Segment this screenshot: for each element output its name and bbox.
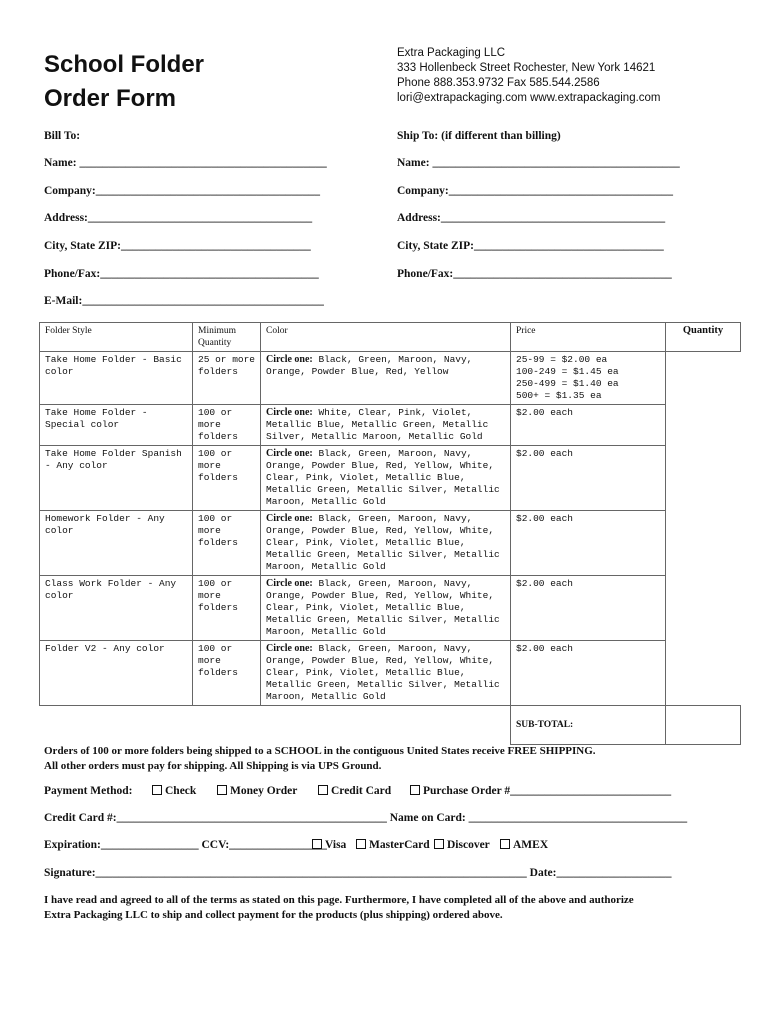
checkbox-icon xyxy=(500,839,510,849)
circle-one-label: Circle one: xyxy=(266,448,313,459)
order-table xyxy=(39,322,741,745)
color-cell[interactable] xyxy=(261,446,511,511)
shipping-line2: All other orders must pay for shipping. All Shipping is via UPS Ground. xyxy=(44,760,382,772)
color-options: Black, Green, Maroon, Navy, Orange, Powder Blue, Red, Yellow, White, Clear, Pink, Violet, Metallic Blue, Metallic Green, Metallic Silver, Metallic Maroon, Metallic Gold xyxy=(266,513,500,572)
min-qty-cell: 100 or more folders xyxy=(193,511,261,576)
checkbox-icon xyxy=(434,839,444,849)
checkbox-icon xyxy=(318,785,328,795)
price-cell xyxy=(511,352,666,405)
subtotal-value-cell[interactable] xyxy=(666,706,741,745)
agreement-text xyxy=(44,893,634,923)
amex-label: AMEX xyxy=(513,839,549,851)
color-options: Black, Green, Maroon, Navy, Orange, Powder Blue, Red, Yellow xyxy=(266,354,473,377)
discover-option[interactable] xyxy=(434,839,490,851)
color-cell[interactable] xyxy=(261,405,511,446)
subtotal-spacer xyxy=(40,706,511,745)
price-line: 25-99 = $2.00 ea xyxy=(516,354,608,365)
min-qty-cell: 25 or more folders xyxy=(193,352,261,405)
company-info xyxy=(397,46,661,106)
table-header-row xyxy=(40,323,741,352)
company-phone: Phone 888.353.9732 Fax 585.544.2586 xyxy=(397,77,600,89)
folder-style-cell: Take Home Folder - Basic color xyxy=(40,352,193,405)
bill-address-field[interactable]: Address:_______________________________________ xyxy=(44,212,313,224)
price-cell xyxy=(511,446,666,511)
money-order-label: Money Order xyxy=(230,785,298,797)
payment-method-label: Payment Method: xyxy=(44,785,133,797)
check-option[interactable] xyxy=(152,785,196,797)
signature-field[interactable]: Signature:___________________________________________________________________________ Date:____________________ xyxy=(44,867,672,879)
price-line: $2.00 each xyxy=(516,448,574,459)
visa-label: Visa xyxy=(325,839,347,851)
bill-email-field[interactable]: E-Mail:__________________________________________ xyxy=(44,295,324,307)
expiration-ccv-field[interactable]: Expiration:_________________ CCV:_________________ xyxy=(44,839,327,851)
price-line: $2.00 each xyxy=(516,578,574,589)
circle-one-label: Circle one: xyxy=(266,513,313,524)
price-line: $2.00 each xyxy=(516,513,574,524)
ship-city-field[interactable]: City, State ZIP:_________________________________ xyxy=(397,240,664,252)
company-web: lori@extrapackaging.com www.extrapackaging.com xyxy=(397,92,661,104)
bill-phone-field[interactable]: Phone/Fax:______________________________________ xyxy=(44,268,319,280)
amex-option[interactable] xyxy=(500,839,548,851)
min-qty-cell: 100 or more folders xyxy=(193,576,261,641)
color-options: White, Clear, Pink, Violet, Metallic Blue, Metallic Green, Metallic Silver, Metallic Maroon, Metallic Gold xyxy=(266,407,489,442)
money-order-option[interactable] xyxy=(217,785,297,797)
ship-name-field[interactable]: Name: ___________________________________________ xyxy=(397,157,680,169)
table-row xyxy=(40,576,741,641)
shipping-notice xyxy=(44,744,596,774)
col-header-min-qty: Minimum Quantity xyxy=(193,323,261,352)
ship-to-heading: Ship To: (if different than billing) xyxy=(397,130,561,142)
checkbox-icon xyxy=(217,785,227,795)
agreement-line2: Extra Packaging LLC to ship and collect payment for the products (plus shipping) ordered above. xyxy=(44,909,503,921)
bill-name-field[interactable]: Name: ___________________________________________ xyxy=(44,157,327,169)
price-line: $2.00 each xyxy=(516,643,574,654)
discover-label: Discover xyxy=(447,839,490,851)
price-line: 100-249 = $1.45 ea xyxy=(516,366,619,377)
color-cell[interactable] xyxy=(261,576,511,641)
checkbox-icon xyxy=(312,839,322,849)
col-header-style: Folder Style xyxy=(40,323,193,352)
price-cell xyxy=(511,511,666,576)
card-number-field[interactable]: Credit Card #:_______________________________________________ Name on Card: ______________________________________ xyxy=(44,812,688,824)
min-qty-cell: 100 or more folders xyxy=(193,405,261,446)
checkbox-icon xyxy=(152,785,162,795)
company-address: 333 Hollenbeck Street Rochester, New York 14621 xyxy=(397,62,656,74)
price-line: $2.00 each xyxy=(516,407,574,418)
bill-to-heading: Bill To: xyxy=(44,130,81,142)
form-title-line1: School Folder xyxy=(44,51,205,78)
color-options: Black, Green, Maroon, Navy, Orange, Powder Blue, Red, Yellow, White, Clear, Pink, Violet, Metallic Blue, Metallic Green, Metallic Silver, Metallic Maroon, Metallic Gold xyxy=(266,643,500,702)
table-row xyxy=(40,511,741,576)
circle-one-label: Circle one: xyxy=(266,578,313,589)
checkbox-icon xyxy=(356,839,366,849)
ship-address-field[interactable]: Address:_______________________________________ xyxy=(397,212,666,224)
folder-style-cell: Take Home Folder Spanish - Any color xyxy=(40,446,193,511)
agreement-line1: I have read and agreed to all of the terms as stated on this page. Furthermore, I have completed all of the above and authorize xyxy=(44,894,634,906)
price-cell xyxy=(511,641,666,706)
purchase-order-option[interactable] xyxy=(410,785,671,797)
color-cell[interactable] xyxy=(261,352,511,405)
mastercard-option[interactable] xyxy=(356,839,430,851)
table-row xyxy=(40,446,741,511)
circle-one-label: Circle one: xyxy=(266,643,313,654)
visa-option[interactable] xyxy=(312,839,346,851)
color-cell[interactable] xyxy=(261,511,511,576)
check-label: Check xyxy=(165,785,197,797)
circle-one-label: Circle one: xyxy=(266,407,313,418)
subtotal-label: SUB-TOTAL: xyxy=(511,706,666,745)
credit-card-label: Credit Card xyxy=(331,785,392,797)
company-name: Extra Packaging LLC xyxy=(397,47,506,59)
min-qty-cell: 100 or more folders xyxy=(193,641,261,706)
form-title-line2: Order Form xyxy=(44,85,177,112)
table-row xyxy=(40,352,741,405)
folder-style-cell: Take Home Folder - Special color xyxy=(40,405,193,446)
col-header-color: Color xyxy=(261,323,511,352)
price-line: 500+ = $1.35 ea xyxy=(516,390,602,401)
price-cell xyxy=(511,576,666,641)
subtotal-row xyxy=(40,706,741,745)
ship-phone-field[interactable]: Phone/Fax:______________________________________ xyxy=(397,268,672,280)
col-header-price: Price xyxy=(511,323,666,352)
folder-style-cell: Class Work Folder - Any color xyxy=(40,576,193,641)
min-qty-cell: 100 or more folders xyxy=(193,446,261,511)
folder-style-cell: Homework Folder - Any color xyxy=(40,511,193,576)
col-header-quantity: Quantity xyxy=(666,323,741,352)
table-row xyxy=(40,641,741,706)
price-line: 250-499 = $1.40 ea xyxy=(516,378,619,389)
color-options: Black, Green, Maroon, Navy, Orange, Powder Blue, Red, Yellow, White, Clear, Pink, Violet, Metallic Blue, Metallic Green, Metallic Silver, Metallic Maroon, Metallic Gold xyxy=(266,448,500,507)
circle-one-label: Circle one: xyxy=(266,354,313,365)
purchase-order-label: Purchase Order #____________________________ xyxy=(423,785,672,797)
checkbox-icon xyxy=(410,785,420,795)
folder-style-cell: Folder V2 - Any color xyxy=(40,641,193,706)
mastercard-label: MasterCard xyxy=(369,839,430,851)
shipping-line1: Orders of 100 or more folders being shipped to a SCHOOL in the contiguous United States receive FREE SHIPPING. xyxy=(44,745,596,757)
price-cell xyxy=(511,405,666,446)
color-cell[interactable] xyxy=(261,641,511,706)
bill-city-field[interactable]: City, State ZIP:_________________________________ xyxy=(44,240,311,252)
bill-company-field[interactable]: Company:_______________________________________ xyxy=(44,185,321,197)
ship-company-field[interactable]: Company:_______________________________________ xyxy=(397,185,674,197)
table-row xyxy=(40,405,741,446)
color-options: Black, Green, Maroon, Navy, Orange, Powder Blue, Red, Yellow, White, Clear, Pink, Violet, Metallic Blue, Metallic Green, Metallic Silver, Metallic Maroon, Metallic Gold xyxy=(266,578,500,637)
credit-card-option[interactable] xyxy=(318,785,391,797)
